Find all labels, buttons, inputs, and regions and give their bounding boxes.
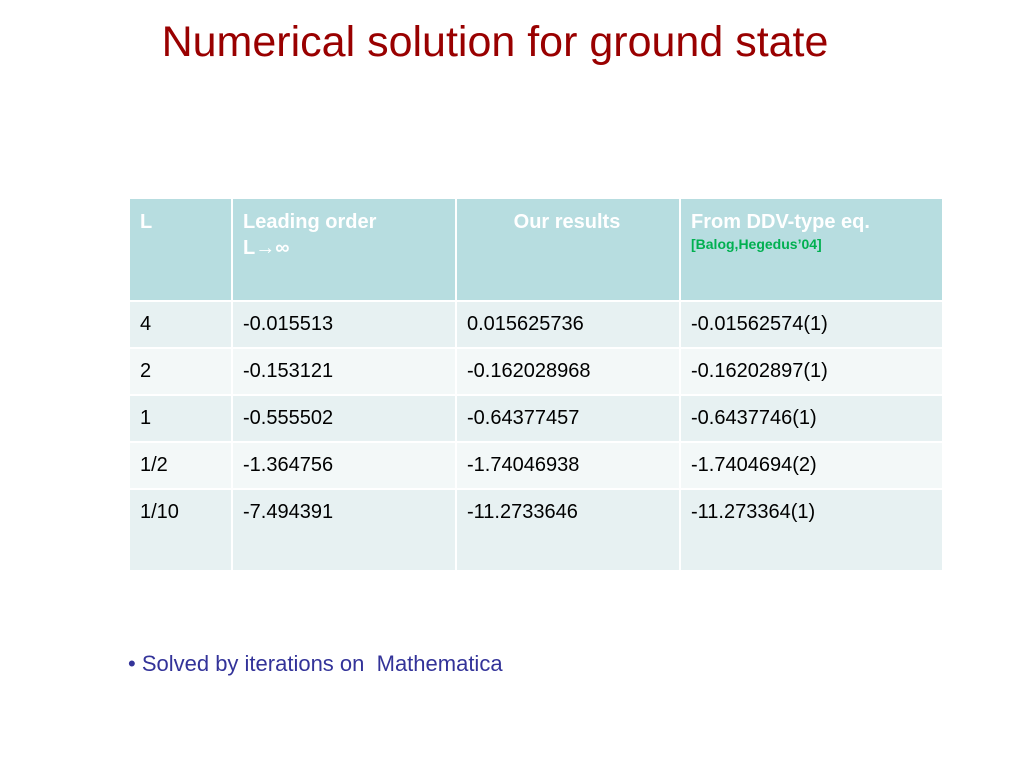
bullet-note: • Solved by iterations on Mathematica: [128, 651, 503, 676]
cell-leading-order: -1.364756: [232, 442, 456, 489]
header-leading-order: [232, 198, 456, 301]
cell-our-results: 0.015625736: [456, 301, 680, 348]
cell-leading-order: -0.153121: [232, 348, 456, 395]
table-row: [129, 348, 943, 395]
header-ddv-label: From DDV-type eq.: [691, 211, 870, 233]
cell-l: 2: [129, 348, 232, 395]
cell-l: 1: [129, 395, 232, 442]
table-row: [129, 395, 943, 442]
cell-ddv: -1.7404694(2): [680, 442, 943, 489]
header-our-results: [456, 198, 680, 301]
cell-l: 4: [129, 301, 232, 348]
header-l: [129, 198, 232, 301]
header-leading-order-label: Leading order: [243, 211, 377, 233]
slide-title: Numerical solution for ground state: [161, 18, 829, 66]
cell-our-results: -0.64377457: [456, 395, 680, 442]
cell-our-results: -1.74046938: [456, 442, 680, 489]
header-leading-order-limit: L→∞: [243, 237, 290, 259]
table-row: [129, 301, 943, 348]
cell-leading-order: -0.015513: [232, 301, 456, 348]
table-row: [129, 442, 943, 489]
cell-ddv: -0.01562574(1): [680, 301, 943, 348]
header-ddv-reference: [Balog,Hegedus’04]: [691, 236, 822, 252]
cell-our-results: -0.162028968: [456, 348, 680, 395]
cell-l: 1/2: [129, 442, 232, 489]
cell-leading-order: -7.494391: [232, 489, 456, 571]
header-ddv: [680, 198, 943, 301]
cell-ddv: -0.16202897(1): [680, 348, 943, 395]
cell-l: 1/10: [129, 489, 232, 571]
header-l-label: L: [140, 211, 153, 233]
results-table: [128, 197, 944, 572]
cell-leading-order: -0.555502: [232, 395, 456, 442]
cell-our-results: -11.2733646: [456, 489, 680, 571]
header-row: [129, 198, 943, 301]
table-row: [129, 489, 943, 571]
cell-ddv: -11.273364(1): [680, 489, 943, 571]
cell-ddv: -0.6437746(1): [680, 395, 943, 442]
header-our-results-label: Our results: [513, 211, 621, 233]
